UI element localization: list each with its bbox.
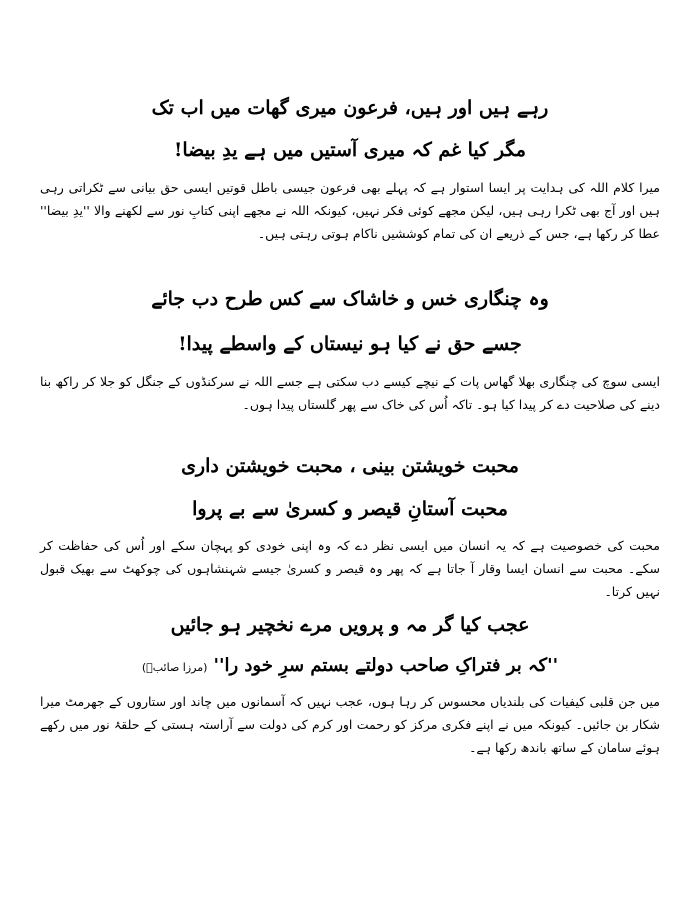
verse-line: محبت خویشتن بینی ، محبت خویشتن داری	[181, 455, 519, 477]
commentary-paragraph: میں جن قلبی کیفیات کی بلندیاں محسوس کر رہا ہوں، عجب نہیں کہ آسمانوں میں چاند اور ستاروں کے جھرمٹ میرا شکار بن جائیں۔ کیونکہ میں نے اپنے فکری مرکز کو رحمت اور کرم کی دولت سے آراستہ ہستی کے حلقۂ نور میں رکھے ہوئے سامان کے ساتھ باندھ رکھا ہے۔	[40, 694, 660, 755]
commentary-paragraph: ایسی سوچ کی چنگاری بھلا گھاس پات کے نیچے کیسے دب سکتی ہے جسے اللہ نے سرکنڈوں کے جنگل کو جلا کر راکھ بنا دینے کی صلاحیت دے کر پیدا کیا ہو۔ تاکہ اُس کی خاک سے پھر گلستاں پیدا ہوں۔	[40, 374, 660, 412]
commentary-paragraph: محبت کی خصوصیت ہے کہ یہ انسان میں ایسی نظر دے کہ وہ اپنی خودی کو پہچان سکے اور اُس کی حفاظت کر سکے۔ محبت سے انسان ایسا وقار آ جاتا ہے کہ پھر وہ قیصر و کسریٰ جیسے شہنشاہوں کی چوکھٹ سے بھیک قبول نہیں کرتا۔	[40, 538, 660, 599]
commentary-paragraph: میرا کلام اللہ کی ہدایت پر ایسا استوار ہے کہ پہلے بھی فرعون جیسی باطل قوتیں ایسی حق بیانی سے ٹکراتی رہی ہیں اور آج بھی ٹکرا رہی ہیں، لیکن مجھے کوئی فکر نہیں، کیونکہ اللہ نے مجھے اپنی کتابِ نور سے لکھنے والا ''یدِ بیضا'' عطا کر رکھا ہے، جس کے ذریعے ان کی تمام کوششیں ناکام ہوتی رہتی ہیں۔	[40, 180, 660, 241]
persian-quote-line	[0, 654, 700, 680]
verse-line: مگر کیا غم کہ میری آستیں میں ہے یدِ بیضا!	[174, 139, 526, 161]
verse-line: محبت آستانِ قیصر و کسریٰ سے بے پروا	[192, 498, 508, 520]
verse-line: رہے ہیں اور ہیں، فرعون میری گھات میں اب تک	[151, 97, 549, 119]
verse-line: جسے حق نے کیا ہو نیستاں کے واسطے پیدا!	[178, 333, 522, 355]
verse-line: وہ چنگاری خس و خاشاک سے کس طرح دب جائے	[151, 288, 549, 310]
persian-quote: ''کہ بر فتراکِ صاحب دولتے بستم سرِ خود را''	[213, 655, 559, 676]
quote-attribution: (مرزا صائبؔ)	[141, 661, 208, 674]
verse-line: عجب کیا گر مہ و پرویں مرے نخچیر ہو جائیں	[170, 614, 530, 636]
